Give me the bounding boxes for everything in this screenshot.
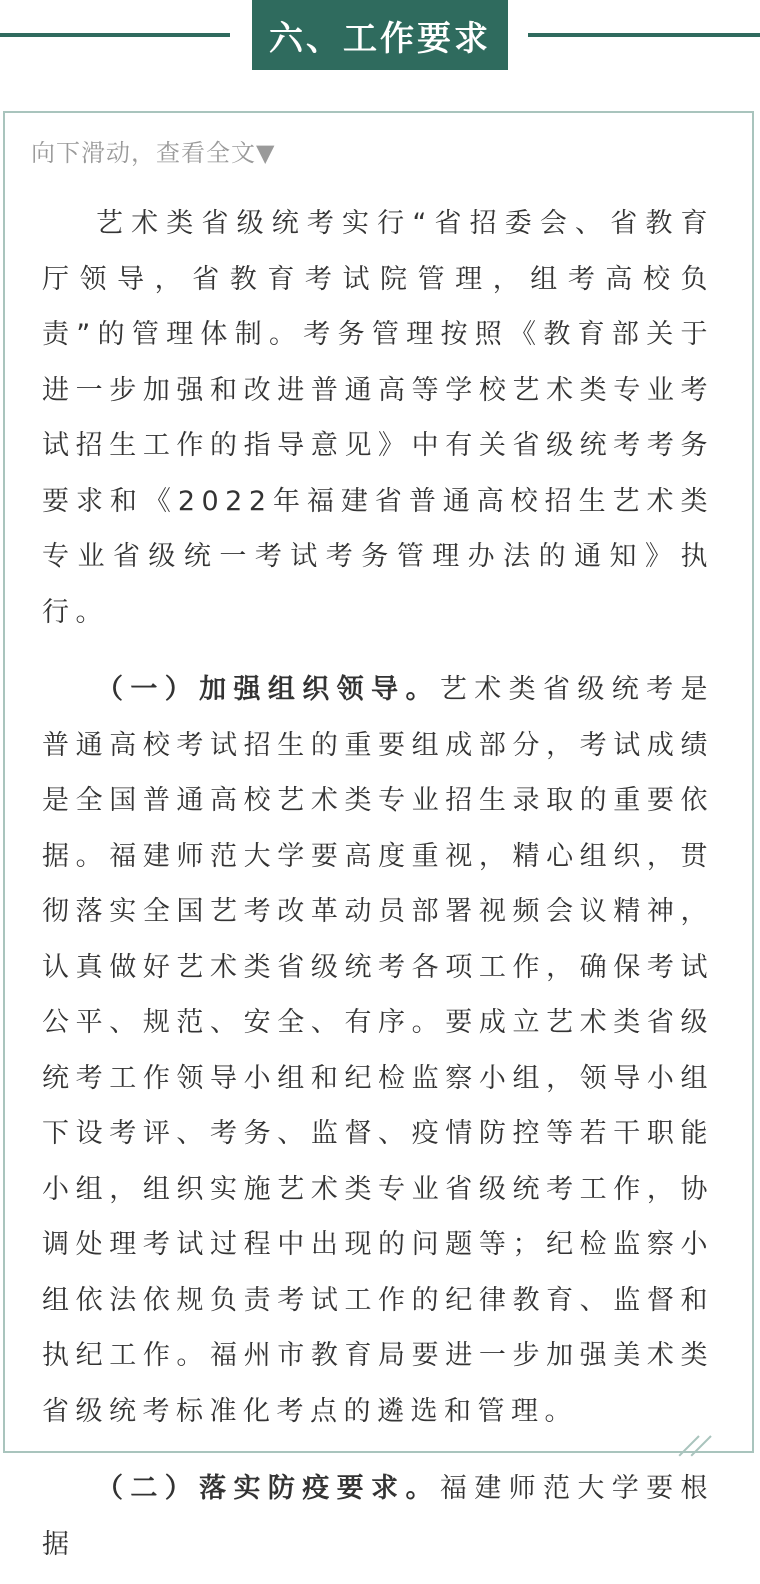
paragraph-body: 艺术类省级统考实行“省招委会、省教育厅领导，省教育考试院管理，组考高校负责”的管理体制。考务管理按照《教育部关于进一步加强和改进普通高等学校艺术类专业考试招生工作的指导意见》中有关省级统考考务要求和《2022年福建省普通高校招生艺术类专业省级统一考试考务管理办法的通知》执行。 bbox=[42, 208, 714, 628]
section-title: 六、工作要求 bbox=[252, 0, 508, 70]
title-rule-left bbox=[0, 33, 230, 37]
corner-slash-decoration bbox=[672, 1436, 712, 1462]
paragraph-1 bbox=[42, 196, 714, 640]
article-scroll-area[interactable] bbox=[42, 196, 715, 1560]
paragraph-lead: （二）落实防疫要求。 bbox=[96, 1473, 440, 1504]
paragraph-body: 艺术类省级统考是普通高校考试招生的重要组成部分，考试成绩是全国普通高校艺术类专业招生录取的重要依据。福建师范大学要高度重视，精心组织，贯彻落实全国艺考改革动员部署视频会议精神，认真做好艺术类省级统考各项工作，确保考试公平、规范、安全、有序。要成立艺术类省级统考工作领导小组和纪检监察小组，领导小组下设考评、考务、监督、疫情防控等若干职能小组，组织实施艺术类专业省级统考工作，协调处理考试过程中出现的问题等；纪检监察小组依法依规负责考试工作的纪律教育、监督和执纪工作。福州市教育局要进一步加强美术类省级统考标准化考点的遴选和管理。 bbox=[42, 674, 715, 1427]
scroll-hint: 向下滑动，查看全文▼ bbox=[31, 139, 276, 167]
paragraph-3 bbox=[42, 1461, 714, 1572]
title-rule-right bbox=[528, 33, 760, 37]
paragraph-body: 福建师范大学要根据 bbox=[42, 1473, 715, 1560]
paragraph-lead: （一）加强组织领导。 bbox=[96, 674, 440, 705]
paragraph-2 bbox=[42, 662, 714, 1439]
